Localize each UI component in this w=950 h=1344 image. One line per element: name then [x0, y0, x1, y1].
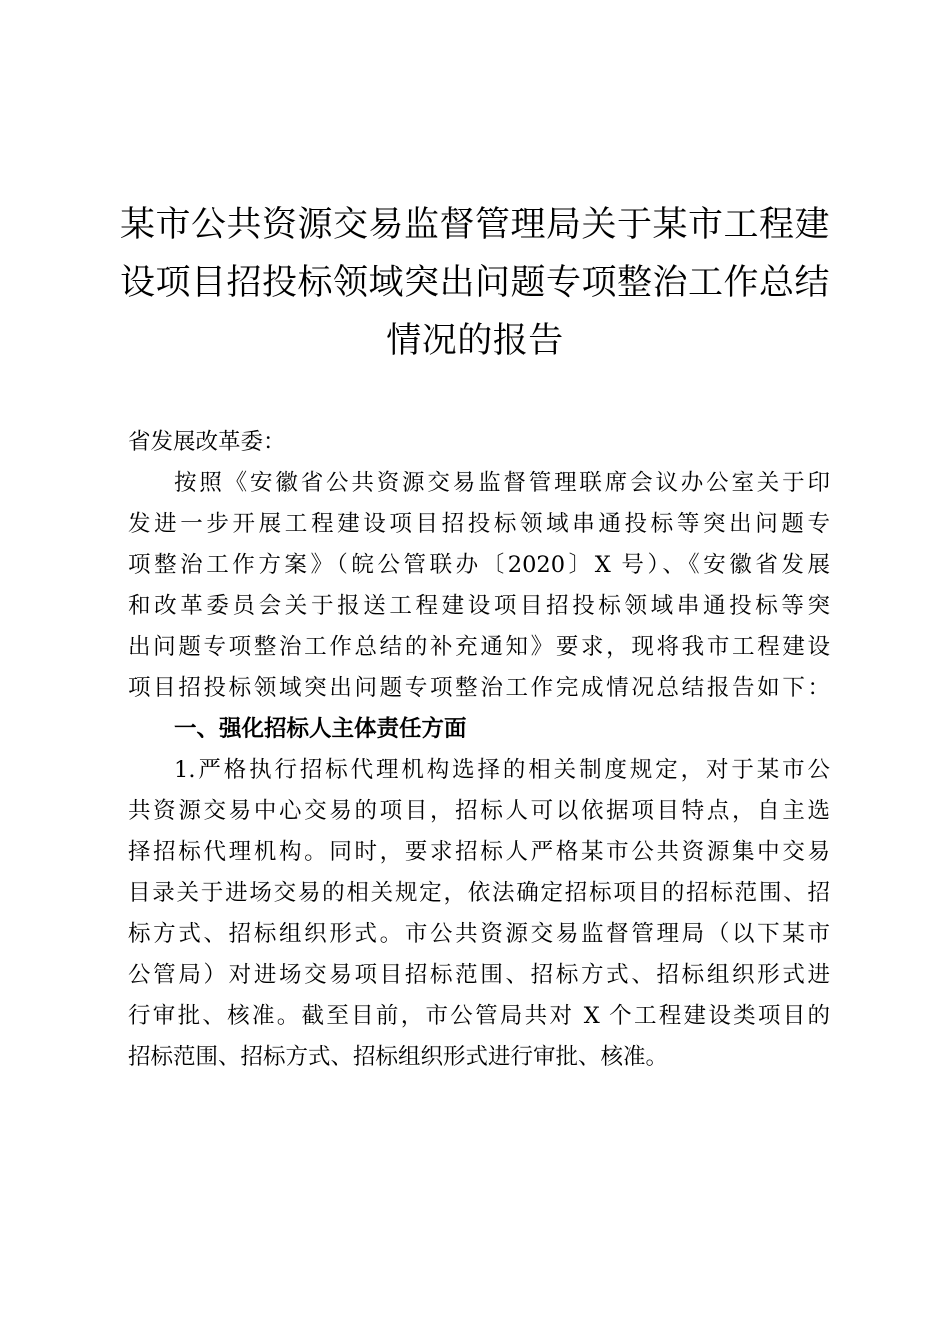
intro-line-2: 发进一步开展工程建设项目招投标领域串通投标等突出问题专: [128, 511, 830, 537]
intro-line-3: 项整治工作方案》（皖公管联办〔2020〕X 号）、《安徽省发展: [128, 552, 830, 578]
title-line-2: 设项目招投标领域突出问题专项整治工作总结: [119, 263, 830, 303]
point1-line-1: 1.严格执行招标代理机构选择的相关制度规定，对于某市公: [174, 757, 830, 783]
intro-line-4: 和改革委员会关于报送工程建设项目招投标领域串通投标等突: [128, 593, 830, 619]
point1-line-3: 择招标代理机构。同时，要求招标人严格某市公共资源集中交易: [128, 839, 830, 865]
point1-line-7: 行审批、核准。截至目前，市公管局共对 X 个工程建设类项目的: [128, 1003, 830, 1029]
salutation: 省发展改革委：: [128, 429, 286, 455]
title-line-1: 某市公共资源交易监督管理局关于某市工程建: [119, 205, 830, 245]
point1-line-5: 标方式、招标组织形式。市公共资源交易监督管理局（以下某市: [128, 921, 830, 947]
document-body: [128, 422, 830, 1078]
section-heading: 一、强化招标人主体责任方面: [174, 716, 467, 742]
intro-line-5: 出问题专项整治工作总结的补充通知》要求，现将我市工程建设: [128, 634, 830, 660]
point-1-paragraph: [128, 750, 830, 1078]
intro-paragraph: [128, 463, 830, 709]
title-line-3: 情况的报告: [386, 321, 564, 361]
intro-line-6: 项目招投标领域突出问题专项整治工作完成情况总结报告如下：: [128, 675, 830, 701]
point1-line-6: 公管局）对进场交易项目招标范围、招标方式、招标组织形式进: [128, 962, 830, 988]
intro-line-1: 按照《安徽省公共资源交易监督管理联席会议办公室关于印: [174, 470, 830, 496]
document-title: [110, 196, 840, 370]
point1-line-8: 招标范围、招标方式、招标组织形式进行审批、核准。: [128, 1044, 669, 1070]
point1-line-4: 目录关于进场交易的相关规定，依法确定招标项目的招标范围、招: [128, 880, 830, 906]
point1-line-2: 共资源交易中心交易的项目，招标人可以依据项目特点，自主选: [128, 798, 830, 824]
